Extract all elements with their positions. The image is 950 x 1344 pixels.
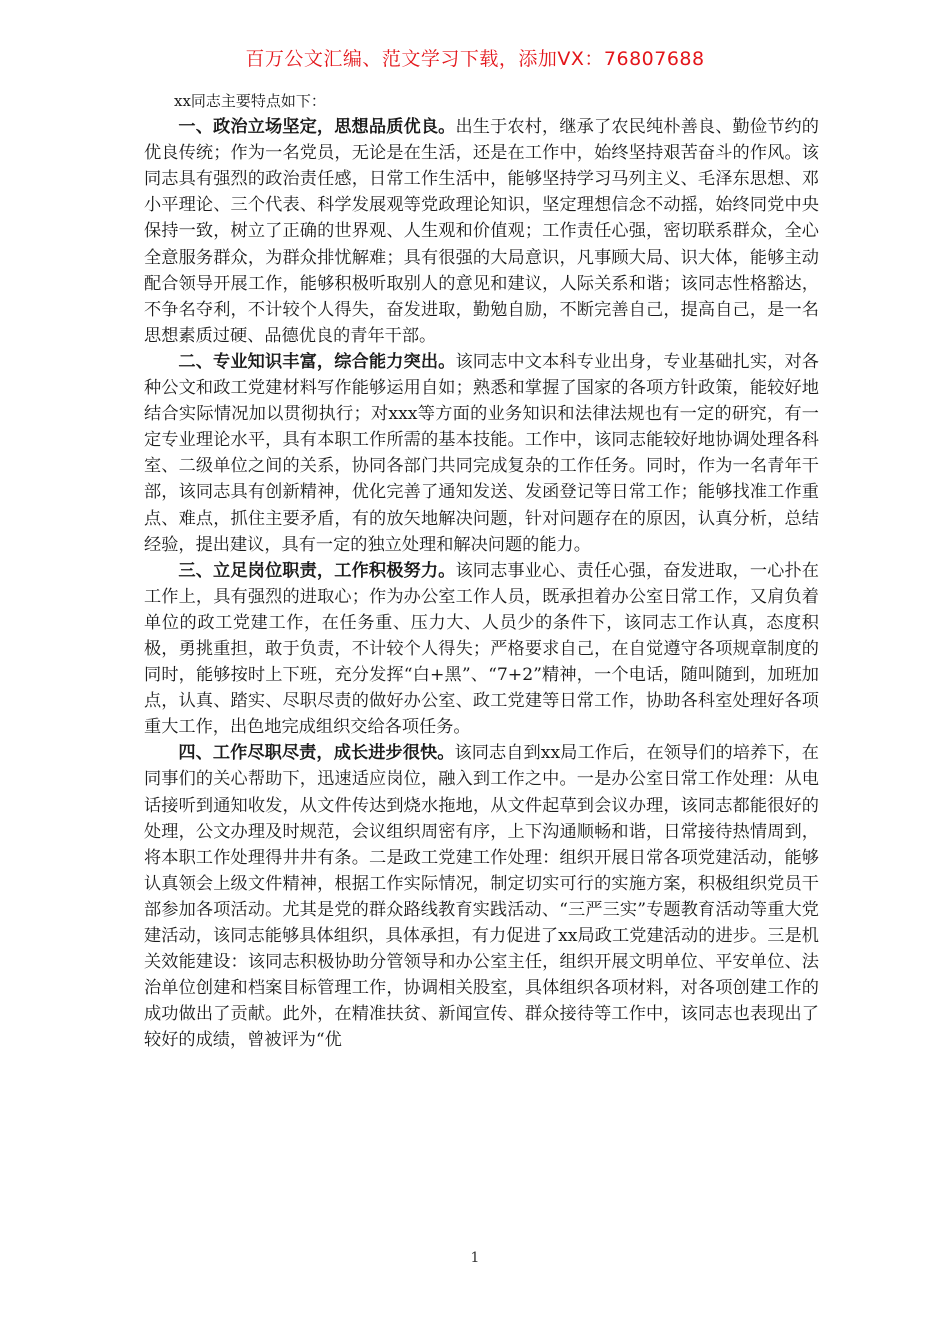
section-3 — [144, 558, 819, 741]
document-body — [144, 88, 819, 1053]
download-banner: 百万公文汇编、范文学习下载，添加VX：76807688 — [245, 48, 705, 70]
section-2-heading: 二、专业知识丰富，综合能力突出。 — [178, 351, 456, 372]
section-4 — [144, 740, 819, 1053]
page-number: 1 — [470, 1250, 480, 1266]
section-1 — [144, 114, 819, 349]
section-3-heading: 三、立足岗位职责，工作积极努力。 — [178, 560, 456, 581]
section-4-heading: 四、工作尽职尽责，成长进步很快。 — [178, 743, 455, 764]
intro-line: xx同志主要特点如下： — [174, 92, 326, 110]
section-3-body: 该同志事业心、责任心强，奋发进取，一心扑在工作上，具有强烈的进取心；作为办公室工作人员，既承担着办公室日常工作，又肩负着单位的政工党建工作，在任务重、压力大、人员少的条件下，该同志工作认真，态度积极，勇挑重担，敢于负责，不计较个人得失；严格要求自己，在自觉遵守各项规章制度的同时，能够按时上下班，充分发挥“白+黑”、“7+2”精神，一个电话，随叫随到，加班加点，认真、踏实、尽职尽责的做好办公室、政工党建等日常工作，协助各科室处理好各项重大工作，出色地完成组织交给各项任务。 — [144, 560, 819, 738]
section-1-body: 出生于农村，继承了农民纯朴善良、勤俭节约的优良传统；作为一名党员，无论是在生活，还是在工作中，始终坚持艰苦奋斗的作风。该同志具有强烈的政治责任感，日常工作生活中，能够坚持学习马列主义、毛泽东思想、邓小平理论、三个代表、科学发展观等党政理论知识，坚定理想信念不动摇，始终同党中央保持一致，树立了正确的世界观、人生观和价值观；工作责任心强，密切联系群众，全心全意服务群众，为群众排忧解难；具有很强的大局意识，凡事顾大局、识大体，能够主动配合领导开展工作，能够积极听取别人的意见和建议，人际关系和谐；该同志性格豁达，不争名夺利，不计较个人得失，奋发进取，勤勉自励，不断完善自己，提高自己，是一名思想素质过硬、品德优良的青年干部。 — [144, 117, 819, 346]
section-4-body: 该同志自到xx局工作后，在领导们的培养下，在同事们的关心帮助下，迅速适应岗位，融入到工作之中。一是办公室日常工作处理：从电话接听到通知收发，从文件传达到烧水拖地，从文件起草到会议办理，该同志都能很好的处理，公文办理及时规范，会议组织周密有序，上下沟通顺畅和谐，日常接待热情周到，将本职工作处理得井井有条。二是政工党建工作处理：组织开展日常各项党建活动，能够认真领会上级文件精神，根据工作实际情况，制定切实可行的实施方案，积极组织党员干部参加各项活动。尤其是党的群众路线教育实践活动、“三严三实”专题教育活动等重大党建活动，该同志能够具体组织，具体承担，有力促进了xx局政工党建活动的进步。三是机关效能建设：该同志积极协助分管领导和办公室主任，组织开展文明单位、平安单位、法治单位创建和档案目标管理工作，协调相关股室，具体组织各项材料，对各项创建工作的成功做出了贡献。此外，在精准扶贫、新闻宣传、群众接待等工作中，该同志也表现出了较好的成绩，曾被评为“优 — [144, 743, 819, 1051]
section-1-heading: 一、政治立场坚定，思想品质优良。 — [178, 117, 456, 138]
section-2 — [144, 349, 819, 558]
section-2-body: 该同志中文本科专业出身，专业基础扎实，对各种公文和政工党建材料写作能够运用自如；熟悉和掌握了国家的各项方针政策，能较好地结合实际情况加以贯彻执行；对xxx等方面的业务知识和法律法规也有一定的研究，有一定专业理论水平，具有本职工作所需的基本技能。工作中，该同志能较好地协调处理各科室、二级单位之间的关系，协同各部门共同完成复杂的工作任务。同时，作为一名青年干部，该同志具有创新精神，优化完善了通知发送、发函登记等日常工作；能够找准工作重点、难点，抓住主要矛盾，有的放矢地解决问题，针对问题存在的原因，认真分析，总结经验，提出建议，具有一定的独立处理和解决问题的能力。 — [144, 351, 819, 555]
